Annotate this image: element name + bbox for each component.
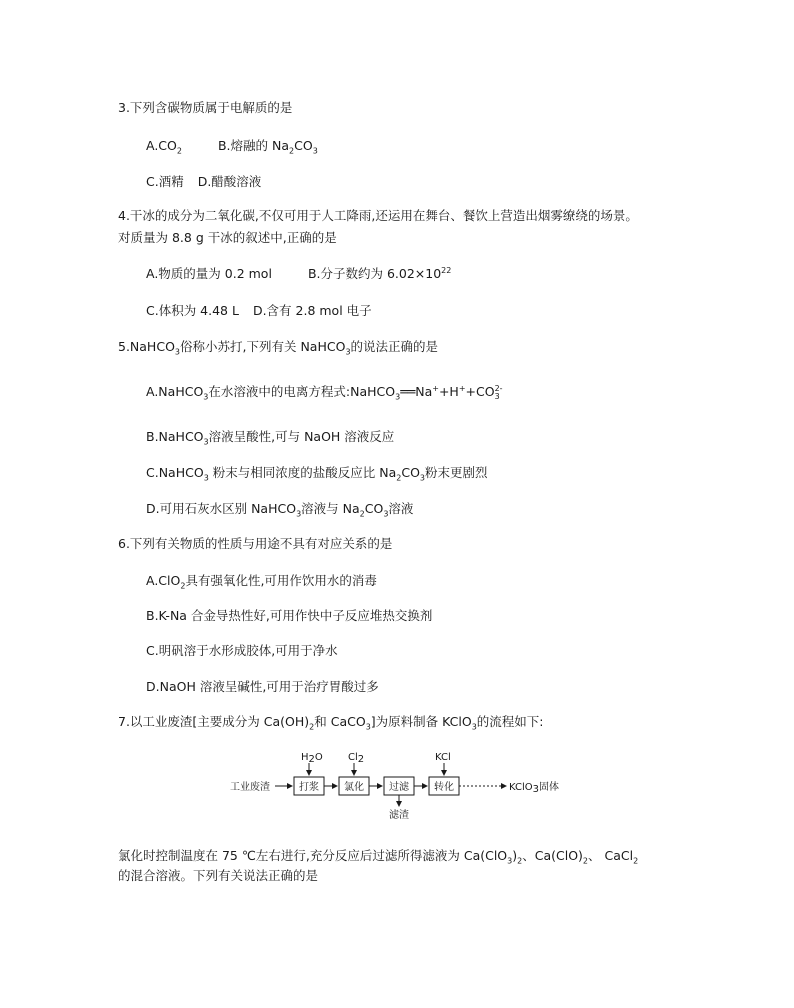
q5-option-b: B.NaHCO$_3$溶液呈酸性,可与 NaOH 溶液反应 (146, 429, 395, 447)
q5-option-a: A.NaHCO$_3$在水溶液中的电离方程式:NaHCO$_3$══Na++H++CO 2- 3 (146, 383, 503, 402)
q4-stem-line2: 对质量为 8.8 g 干冰的叙述中,正确的是 (118, 230, 337, 245)
flow-input2-label: Cl2 (348, 752, 365, 765)
q3-option-c: C.酒精 (146, 174, 184, 189)
q3-options-ab (146, 138, 318, 154)
flow-step1-label: 打浆 (299, 782, 319, 793)
q3-option-a: $A.CO_2$ (146, 138, 182, 156)
q3-options-cd (146, 174, 261, 190)
q4-option-b: B.分子数约为 $6.02\times 10^{22}$ (307, 265, 452, 281)
q3-option-d: D.醋酸溶液 (197, 174, 262, 189)
flow-step2-label: 氯化 (344, 782, 364, 793)
q4-option-c: C.体积为 4.48 L (146, 303, 239, 318)
q4-stem-line1: 4.干冰的成分为二氧化碳,不仅可用于人工降雨,还运用在舞台、餐饮上营造出烟雾缭绕的场景。 (118, 208, 638, 223)
q6-option-d: D.NaOH 溶液呈碱性,可用于治疗胃酸过多 (146, 679, 379, 694)
flow-input4-label: KCl (435, 752, 451, 763)
flow-output3-label: 滤渣 (389, 810, 409, 821)
flow-input1-label: H2O (301, 752, 323, 765)
q5-stem: 5.NaHCO$_3$俗称小苏打,下列有关 NaHCO$_3$的说法正确的是 (118, 339, 439, 357)
flow-end-label: KClO3固体 (509, 782, 560, 795)
q4-options-ab (146, 266, 451, 282)
q5-option-c: C.NaHCO$_3$ 粉末与相同浓度的盐酸反应比 $Na_2CO_3$粉末更剧烈 (146, 465, 488, 483)
q7-stem: 7.以工业废渣[主要成分为 $Ca(OH)_2$和 CaCO$_3$]为原料制备 KClO$_3$的流程如下: (118, 714, 544, 732)
q7-text-line2: 的混合溶液。下列有关说法正确的是 (118, 868, 319, 883)
q7-text-line1: 氯化时控制温度在 75 ℃左右进行,充分反应后过滤所得滤液为 $Ca(ClO_3)_2$、$Ca(ClO)_2$、 CaCl$_2$ (118, 848, 639, 866)
flow-step3-label: 过滤 (389, 782, 409, 793)
flow-start-label: 工业废渣 (230, 782, 270, 793)
process-flowchart (230, 750, 570, 822)
q3-stem: 3.下列含碳物质属于电解质的是 (118, 100, 293, 115)
q4-option-d: D.含有 2.8 mol 电子 (252, 303, 372, 318)
q6-option-b: B.K-Na 合金导热性好,可用作快中子反应堆热交换剂 (146, 608, 433, 623)
q4-options-cd (146, 303, 372, 319)
q4-option-a: A.物质的量为 0.2 mol (146, 266, 272, 281)
q6-stem: 6.下列有关物质的性质与用途不具有对应关系的是 (118, 536, 393, 551)
q3-option-b: B.熔融的 $Na_2CO_3$ (217, 138, 318, 156)
q5-option-d: D.可用石灰水区别 NaHCO$_3$溶液与 $Na_2CO_3$溶液 (146, 501, 414, 519)
q6-option-c: C.明矾溶于水形成胶体,可用于净水 (146, 643, 338, 658)
flow-step4-label: 转化 (434, 782, 454, 793)
q6-option-a: A.ClO$_2$具有强氧化性,可用作饮用水的消毒 (146, 573, 377, 591)
